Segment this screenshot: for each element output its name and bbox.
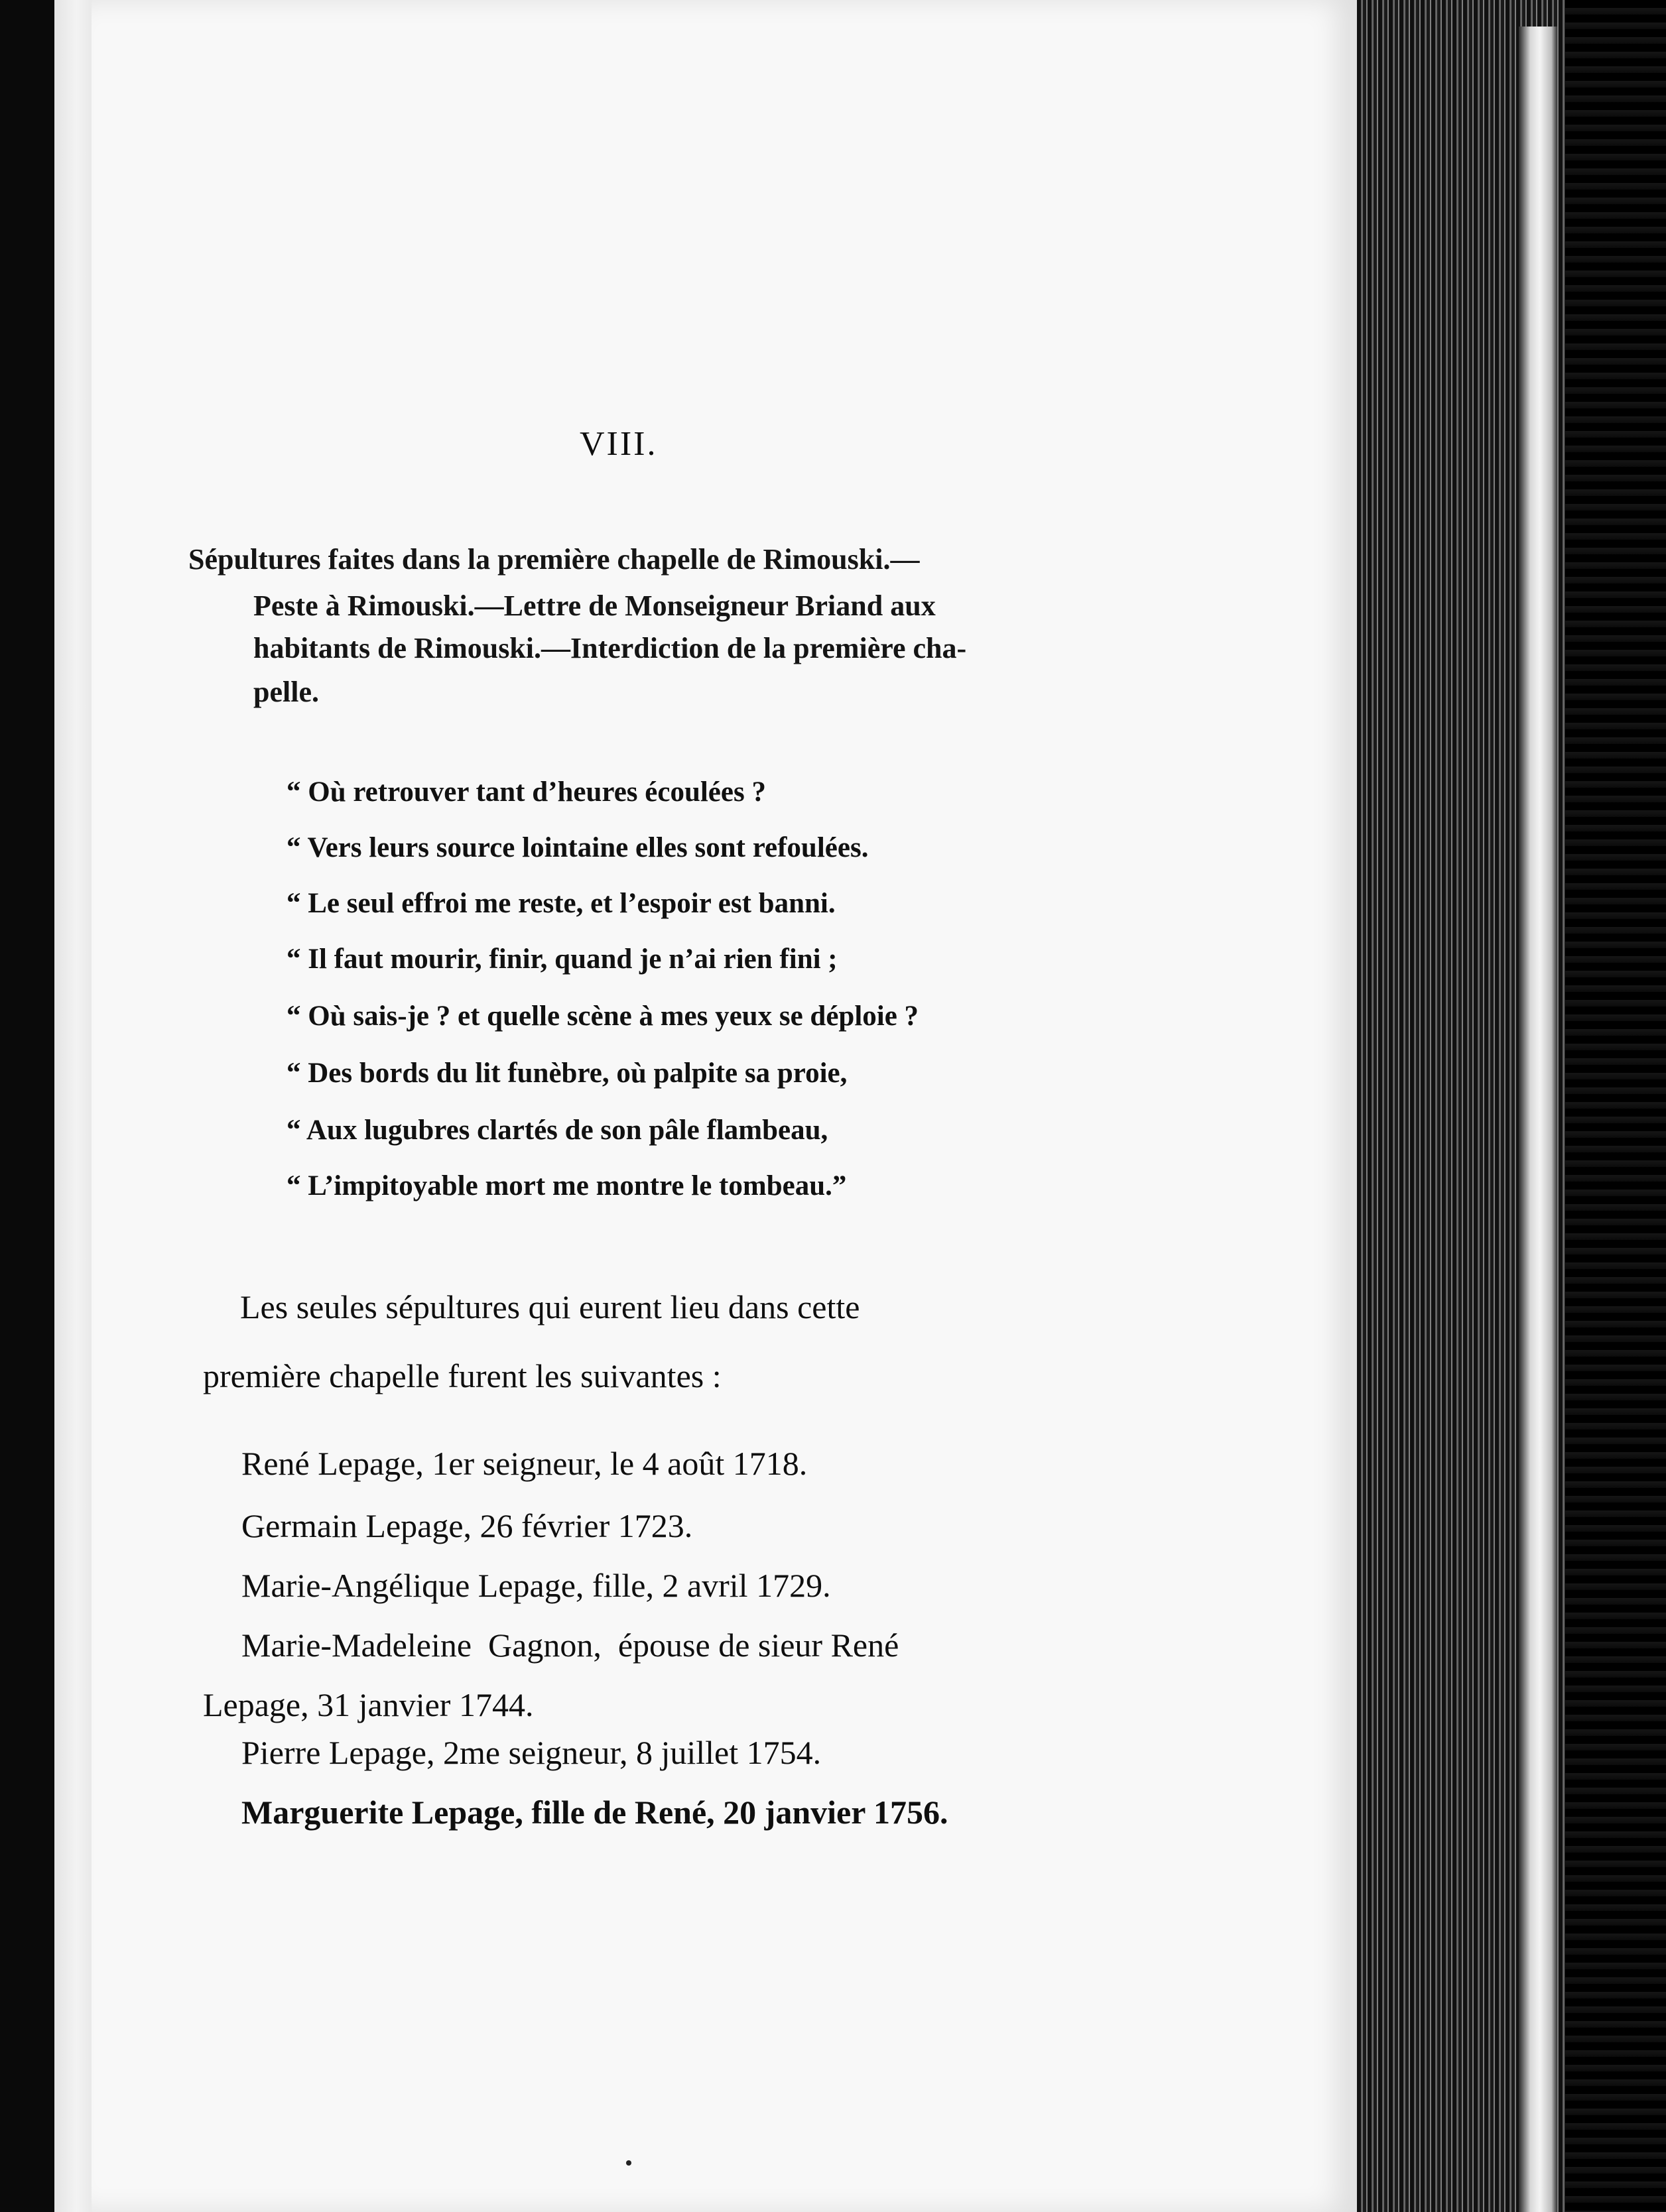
poem-line-5: “ Où sais-je ? et quelle scène à mes yeux se déploie ?	[287, 1001, 919, 1032]
poem-line-7: “ Aux lugubres clartés de son pâle flambeau,	[287, 1115, 828, 1146]
burial-entry-3: Marie-Angélique Lepage, fille, 2 avril 1729.	[241, 1567, 831, 1604]
intro-line-1: Les seules sépultures qui eurent lieu dans cette	[240, 1288, 860, 1325]
burial-entry-4: Marie-Madeleine Gagnon, épouse de sieur René	[241, 1627, 899, 1664]
book-page	[92, 0, 1357, 2212]
burial-entry-4-continued: Lepage, 31 janvier 1744.	[203, 1686, 534, 1723]
page-speck	[626, 2160, 631, 2166]
summary-line-1: Sépultures faites dans la première chapelle de Rimouski.—	[188, 543, 920, 576]
intro-line-2: première chapelle furent les suivantes :	[203, 1357, 722, 1394]
book-edge-dark	[1565, 0, 1666, 2212]
poem-line-1: “ Où retrouver tant d’heures écoulées ?	[287, 776, 766, 808]
poem-line-6: “ Des bords du lit funèbre, où palpite sa proie,	[287, 1058, 848, 1089]
burial-entry-1: René Lepage, 1er seigneur, le 4 août 1718.	[241, 1445, 808, 1482]
poem-line-2: “ Vers leurs source lointaine elles sont refoulées.	[287, 832, 869, 863]
burial-entry-5: Pierre Lepage, 2me seigneur, 8 juillet 1754.	[241, 1734, 822, 1771]
chapter-number: VIII.	[580, 425, 658, 463]
burial-entry-2: Germain Lepage, 26 février 1723.	[241, 1507, 693, 1544]
poem-line-3: “ Le seul effroi me reste, et l’espoir est banni.	[287, 888, 836, 919]
summary-line-4: pelle.	[253, 676, 319, 708]
book-edge-highlight	[1519, 27, 1557, 2212]
poem-line-8: “ L’impitoyable mort me montre le tombeau.”	[287, 1170, 847, 1201]
summary-line-2: Peste à Rimouski.—Lettre de Monseigneur Briand aux	[253, 589, 936, 622]
summary-line-3: habitants de Rimouski.—Interdiction de la première cha-	[253, 632, 967, 664]
poem-line-4: “ Il faut mourir, finir, quand je n’ai rien fini ;	[287, 944, 838, 975]
facing-page-edge	[54, 0, 92, 2212]
burial-entry-6: Marguerite Lepage, fille de René, 20 janvier 1756.	[241, 1794, 948, 1831]
